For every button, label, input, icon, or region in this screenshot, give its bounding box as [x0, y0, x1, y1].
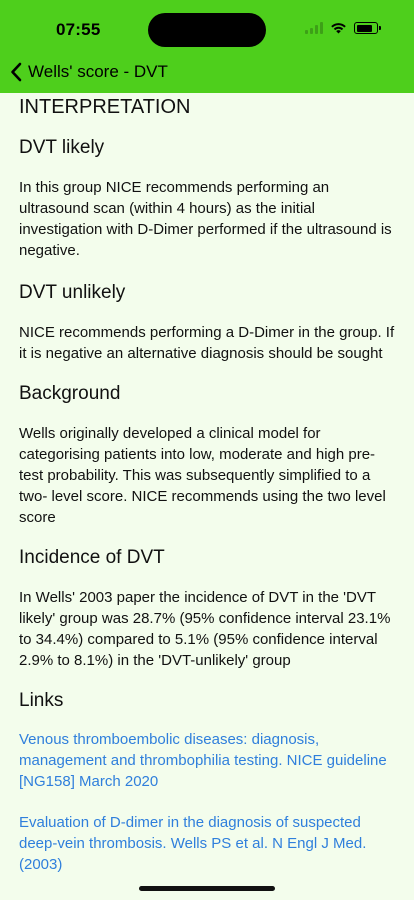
d-dimer-paper-link[interactable]: Evaluation of D-dimer in the diagnosis of suspected deep-vein thrombosis. Wells PS et al. N Engl J Med. (2003)	[19, 814, 367, 873]
status-time: 07:55	[56, 20, 101, 39]
chevron-left-icon	[10, 62, 22, 82]
interpretation-content	[19, 94, 395, 875]
back-button[interactable]	[10, 62, 168, 82]
battery-icon	[354, 22, 378, 34]
cellular-signal-icon	[305, 22, 323, 34]
background-heading: Background	[19, 383, 121, 404]
nav-title: Wells' score - DVT	[28, 62, 168, 81]
dvt-unlikely-heading: DVT unlikely	[19, 282, 126, 303]
battery-level	[357, 25, 372, 32]
dynamic-island	[148, 13, 266, 47]
wifi-icon	[330, 22, 347, 34]
background-text: Wells originally developed a clinical model for categorising patients into low, moderate and high pre-test probability. This was subsequently simplified to a two- level score. NICE recommends using the two level score	[19, 425, 386, 526]
nice-guideline-link[interactable]: Venous thromboembolic diseases: diagnosis, management and thrombophilia testing. NICE guideline [NG158] March 2020	[19, 731, 387, 790]
incidence-heading: Incidence of DVT	[19, 547, 165, 568]
status-icons	[305, 22, 378, 34]
dvt-likely-heading: DVT likely	[19, 137, 105, 158]
home-indicator	[139, 886, 275, 891]
app-header	[0, 0, 414, 93]
links-heading: Links	[19, 690, 64, 711]
dvt-likely-text: In this group NICE recommends performing an ultrasound scan (within 4 hours) as the initial investigation with D-Dimer performed if the ultrasound is negative.	[19, 179, 392, 259]
dvt-unlikely-text: NICE recommends performing a D-Dimer in the group. If it is negative an alternative diagnosis should be sought	[19, 324, 395, 362]
incidence-text: In Wells' 2003 paper the incidence of DVT in the 'DVT likely' group was 28.7% (95% confidence interval 23.1% to 34.4%) compared to 5.1% (95% confidence interval 2.9% to 8.1%) in the 'DVT-unlikely' group	[19, 589, 391, 669]
interpretation-heading: INTERPRETATION	[19, 96, 191, 118]
